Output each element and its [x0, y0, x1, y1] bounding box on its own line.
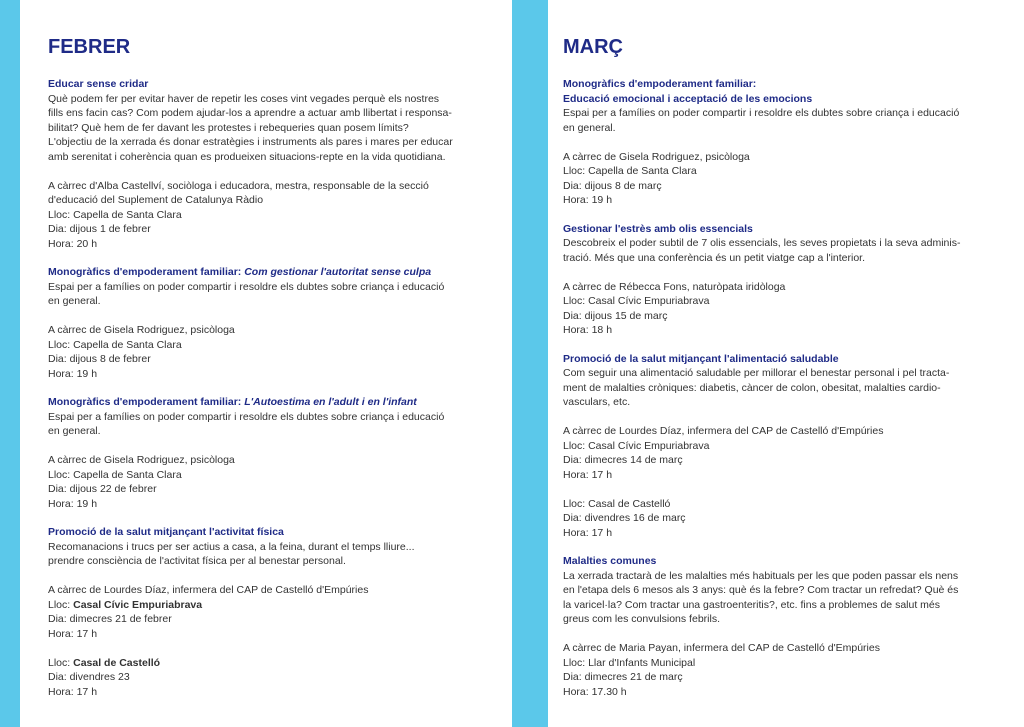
event-title-italic: Educació emocional i acceptació de les emocions [563, 92, 813, 105]
page-febrer [48, 34, 468, 713]
event-time: Hora: 19 h [48, 367, 98, 380]
event-speaker: A càrrec de Lourdes Díaz, infermera del CAP de Castelló d'Empúries [48, 584, 369, 596]
event-speaker: A càrrec de Rébecca Fons, naturòpata iridòloga [563, 280, 786, 293]
event-title: Gestionar l'estrès amb olis essencials [563, 222, 753, 235]
event-time: Hora: 19 h [563, 194, 613, 206]
event-speaker: A càrrec de Gisela Rodriguez, psicòloga [48, 454, 235, 466]
event-place-2: Lloc: Casal de Castelló [563, 497, 671, 510]
event-speaker: A càrrec de Gisela Rodriguez, psicòloga [48, 324, 235, 336]
event-description: Com seguir una alimentació saludable per millorar el benestar personal i pel tracta- ment de malalties cròniques: diabetis, càncer de colon, obesitat, malalties cardio- vasculars, etc. [563, 367, 950, 408]
event-autoestima [48, 395, 468, 511]
event-description: Recomanacions i trucs per ser actius a casa, a la feina, durant el temps lliure... prendre consciència de l'activitat física per al benestar personal. [48, 540, 415, 567]
page-marc [563, 34, 983, 713]
event-description: Descobreix el poder subtil de 7 olis essencials, les seves propietats i la seva adminis- tració. Més que una conferència és un petit viatge cap a l'interior. [563, 237, 961, 264]
event-time: Hora: 17 h [563, 468, 613, 481]
event-day: Dia: dimecres 14 de març [563, 454, 683, 466]
event-title-italic: Com gestionar l'autoritat sense culpa [244, 266, 432, 278]
event-title-italic: L'Autoestima en l'adult i en l'infant [244, 396, 417, 408]
event-place: Lloc: Capella de Santa Clara [48, 208, 182, 221]
event-title: Monogràfics d'empoderament familiar: L'Autoestima en l'adult i en l'infant [48, 396, 417, 408]
event-description: Espai per a famílies on poder compartir i resoldre els dubtes sobre criança i educació en general. [48, 410, 445, 437]
event-place: Lloc: Capella de Santa Clara [563, 165, 697, 177]
event-place: Lloc: Casal Cívic Empuriabrava [563, 295, 710, 307]
event-educar-sense-cridar [48, 77, 468, 251]
event-title: Promoció de la salut mitjançant l'activitat física [48, 526, 284, 538]
event-description: La xerrada tractarà de les malalties més habituals per les que poden passar els nens en l'etapa dels 6 mesos als 3 anys: què és la febre? Com tractar un refredat? Què és la varicel·la? Com tractar una gastroenteritis?, etc. fins a problemes de salut més greus com les convulsions febrils. [563, 569, 959, 625]
event-day-2: Dia: divendres 23 [48, 671, 130, 683]
event-day: Dia: dijous 22 de febrer [48, 483, 157, 495]
event-place: Lloc: Casal Cívic Empuriabrava [563, 439, 710, 452]
event-place: Lloc: Casal Cívic Empuriabrava [48, 598, 203, 611]
event-day: Dia: dijous 8 de febrer [48, 353, 151, 365]
event-speaker: A càrrec de Gisela Rodriguez, psicòloga [563, 150, 750, 163]
event-place: Lloc: Capella de Santa Clara [48, 338, 182, 351]
event-time-2: Hora: 17 h [563, 526, 613, 539]
event-day: Dia: dijous 8 de març [563, 179, 662, 192]
event-autoritat [48, 265, 468, 381]
month-heading: MARÇ [563, 36, 623, 58]
event-time: Hora: 17 h [48, 627, 98, 640]
event-educacio-emocional [563, 77, 983, 208]
month-heading: FEBRER [48, 36, 131, 58]
event-day: Dia: dimecres 21 de febrer [48, 613, 172, 625]
event-alimentacio [563, 352, 983, 541]
event-speaker: A càrrec d'Alba Castellví, sociòloga i educadora, mestra, responsable de la secció d'educació del Suplement de Catalunya Ràdio [48, 179, 429, 206]
event-day: Dia: dijous 15 de març [563, 309, 668, 322]
event-time: Hora: 20 h [48, 237, 98, 250]
event-title: Monogràfics d'empoderament familiar: Com gestionar l'autoritat sense culpa [48, 266, 432, 278]
event-speaker: A càrrec de Maria Payan, infermera del CAP de Castelló d'Empúries [563, 642, 880, 654]
event-place: Lloc: Capella de Santa Clara [48, 468, 182, 481]
event-title: Promoció de la salut mitjançant l'alimentació saludable [563, 352, 839, 365]
event-description: Espai per a famílies on poder compartir i resoldre els dubtes sobre criança i educació en general. [48, 280, 445, 307]
event-time: Hora: 18 h [563, 324, 613, 336]
event-title: Malalties comunes [563, 555, 657, 567]
event-time-2: Hora: 17 h [48, 685, 98, 698]
event-speaker: A càrrec de Lourdes Díaz, infermera del CAP de Castelló d'Empúries [563, 425, 884, 437]
event-day-2: Dia: divendres 16 de març [563, 512, 686, 524]
event-day: Dia: dimecres 21 de març [563, 671, 683, 683]
event-place-2: Lloc: Casal de Castelló [48, 656, 161, 669]
event-time: Hora: 19 h [48, 497, 98, 510]
event-place: Lloc: Llar d'Infants Municipal [563, 656, 696, 669]
event-description: Espai per a famílies on poder compartir i resoldre els dubtes sobre criança i educació en general. [563, 107, 960, 134]
center-fold-stripe [512, 0, 548, 727]
event-title: Educar sense cridar [48, 78, 149, 90]
event-olis-essencials [563, 222, 983, 338]
event-malalties-comunes [563, 554, 983, 699]
left-edge-stripe [0, 0, 20, 727]
event-description: Què podem fer per evitar haver de repetir les coses vint vegades perquè els nostres fills ens facin cas? Com podem ajudar-los a aprendre a actuar amb llibertat i responsa- bilitat? Què hem de fer davant les protestes i rebequeries quan posem límits? L'objectiu de la xerrada és donar estratègies i instruments als pares i mares per educar amb serenitat i coherència quan es produeixen situacions-repte en la vida quotidiana. [48, 92, 453, 163]
event-day: Dia: dijous 1 de febrer [48, 223, 151, 235]
event-title: Monogràfics d'empoderament familiar: [563, 78, 757, 90]
event-activitat-fisica [48, 525, 468, 699]
event-time: Hora: 17.30 h [563, 685, 627, 698]
